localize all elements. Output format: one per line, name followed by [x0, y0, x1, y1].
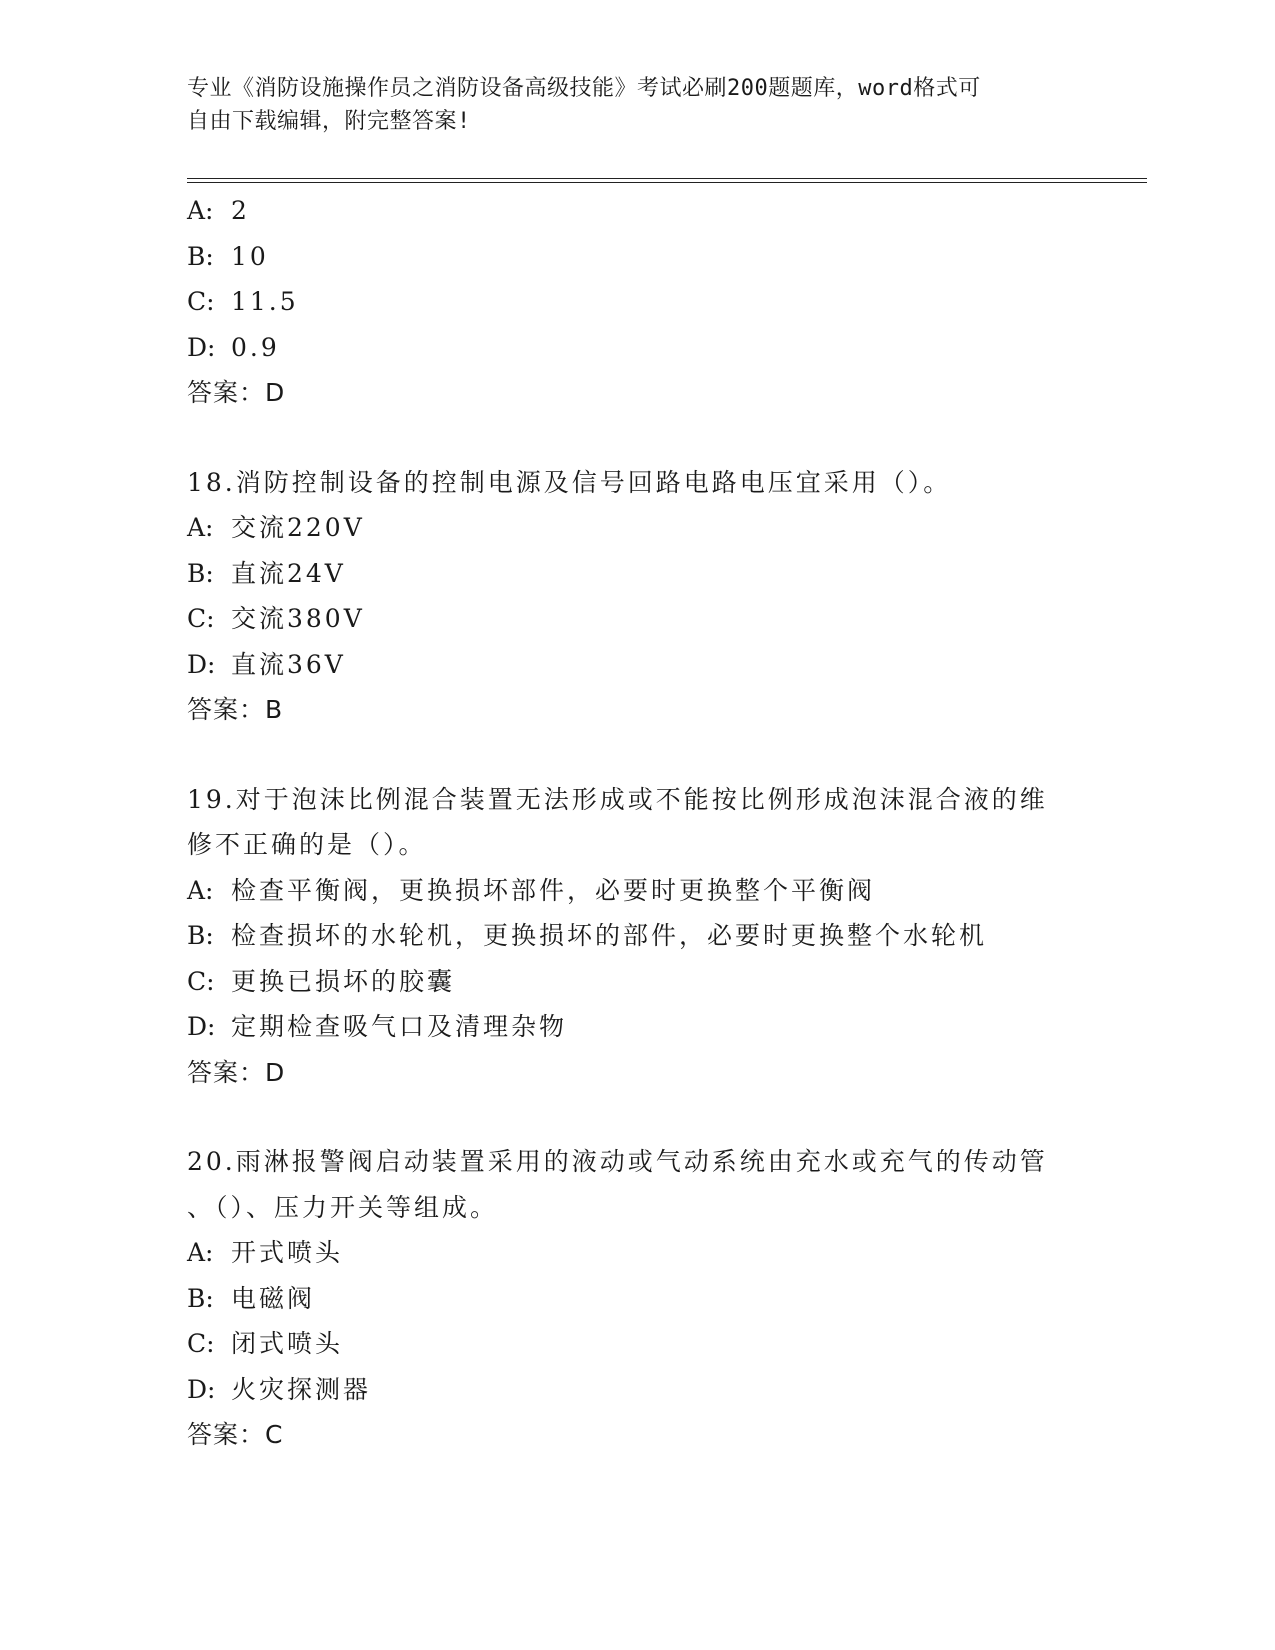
question-spacer	[187, 733, 1087, 777]
answer-line: 答案：D	[187, 378, 286, 407]
header-line-2: 自由下载编辑，附完整答案!	[187, 109, 471, 134]
question-spacer	[187, 416, 1087, 460]
answer-line: 答案：B	[187, 695, 284, 724]
question-19	[187, 777, 1087, 1096]
option-b: B: 10	[187, 241, 269, 271]
question-stem-continued: 修不正确的是（）。	[187, 830, 427, 859]
option-a: A: 开式喷头	[187, 1238, 344, 1267]
question-spacer	[187, 1095, 1087, 1139]
question-stem: 18.消防控制设备的控制电源及信号回路电路电压宜采用（）。	[187, 467, 952, 497]
question-stem: 20.雨淋报警阀启动装置采用的液动或气动系统由充水或充气的传动管	[187, 1147, 1048, 1176]
option-c: C: 闭式喷头	[187, 1329, 344, 1358]
header-divider-top	[187, 178, 1147, 179]
option-c: C: 11.5	[187, 287, 299, 316]
option-b: B: 检查损坏的水轮机，更换损坏的部件，必要时更换整个水轮机	[187, 921, 988, 950]
option-b: B: 直流24V	[187, 558, 346, 588]
option-a: A: 交流220V	[187, 513, 365, 542]
answer-line: 答案：D	[187, 1057, 286, 1087]
question-17-tail	[187, 188, 1087, 416]
question-18	[187, 460, 1087, 733]
option-c: C: 交流380V	[187, 604, 365, 633]
option-d: D: 火灾探测器	[187, 1374, 372, 1404]
header-line-1: 专业《消防设施操作员之消防设备高级技能》考试必刷200题题库，word格式可	[187, 76, 981, 101]
question-stem: 19.对于泡沫比例混合装置无法形成或不能按比例形成泡沫混合液的维	[187, 784, 1048, 814]
option-d: D: 0.9	[187, 332, 280, 362]
option-d: D: 直流36V	[187, 649, 346, 679]
question-list	[187, 188, 1087, 1458]
option-b: B: 电磁阀	[187, 1283, 316, 1313]
page-header	[187, 72, 1067, 138]
option-d: D: 定期检查吸气口及清理杂物	[187, 1012, 568, 1041]
question-20	[187, 1139, 1087, 1458]
question-stem-continued: 、（）、压力开关等组成。	[187, 1192, 499, 1222]
option-c: C: 更换已损坏的胶囊	[187, 966, 456, 996]
option-a: A: 2	[187, 196, 250, 225]
header-divider-bottom	[187, 182, 1147, 183]
answer-line: 答案：C	[187, 1420, 284, 1449]
option-a: A: 检查平衡阀，更换损坏部件，必要时更换整个平衡阀	[187, 875, 876, 905]
